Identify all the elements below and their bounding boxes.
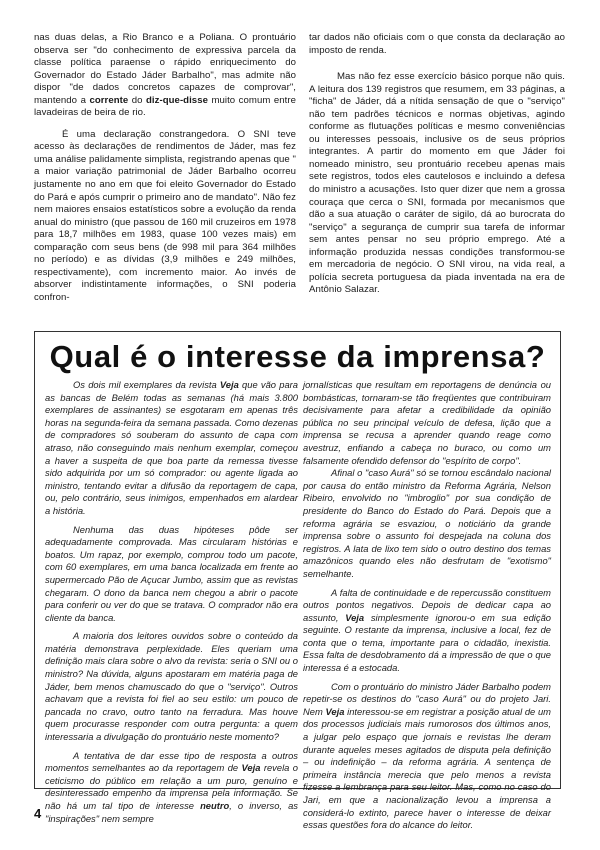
paragraph-text: revela o ceticismo do público em relação a um puro, genuíno e desinteressado empenho da imprensa pela informação. Se não há um tal tipo de interesse — [45, 762, 298, 811]
paragraph-text: do — [128, 94, 147, 106]
box-title: Qual é o interesse da imprensa? — [49, 339, 546, 374]
sidebar-box — [34, 331, 561, 831]
article-paragraph: É uma declaração constrangedora. O SNI teve acesso às declarações de rendimentos de Jáder, mas fez uma análise palidamente simplista, registrando apenas que " a maior variação patrimonial de Jáder Barbalho ocorreu justamente no ano em que foi eleito Governador do Estado do Pará e após cumprir o primeiro ano de mandato". Não fez nem maiores ensaios estatísticos sobre a evolução da renda anual do ministro (que passou de 160 mil cruzeiros em 1978 para 18,7 milhões em 1983, quase 100 vezes mais) em comparação com seus bens (de 998 mil para 364 milhões no período) e as dívidas (3,9 milhões e 249 milhões, respectivamente), com incremento maior. Ao invés de absorver indistintamente informações, o SNI poderia confron- — [34, 128, 296, 303]
bold-term: Veja — [241, 762, 261, 774]
paragraph-text: que vão para as bancas de Belém todas as semanas (há mais 3.800 exemplares de assinantes) se esgotaram em apenas três horas na segunda-feira da semana passada. Como dezenas de compradores só souberam do assunto de capa com atraso, não conseguindo mais nenhum exemplar, começou a haver a suspeita de que boa parte da remessa tivesse sido adquirida por um só comprador: ou agente ligada ao ministro, tentando evitar a difusão da reportagem de capa, ou, pelo contrário, seus inimigos, empenhados em alardear a história. — [45, 379, 298, 516]
article-paragraph — [34, 32, 296, 120]
bold-term: neutro — [200, 800, 230, 811]
paragraph-text: simplesmente ignorou-o em sua edição seguinte. O restante da imprensa, inclusive a local, fez de conta que o tema, importante para o cidadão, inexistia. Essa falta de desdobramento dá a impressão de que o que interessa é a estocada. — [303, 611, 552, 674]
box-column-right — [303, 379, 551, 832]
box-paragraph: Afinal o "caso Aurá" só se tornou escândalo nacional por causa do então ministro da Reforma Agrária, Nelson Ribeiro, envolvido no "imbroglio" por sua condição de presidente do Banco do Estado do Pará. Depois que a reforma agrária se esvaziou, o noticiário da grande imprensa sobre o assunto foi despejada na coluna dos registros. A lata de lixo tem sido o outro destino dos temas amazônicos quando eles não desfrutam de "exotismo" semelhante. — [303, 467, 551, 579]
box-paragraph — [45, 379, 298, 518]
paragraph-text: interessou-se em registrar a posição atual de um dos processos judiciais mais rumorosos dos últimos anos, a julgar pelo espaço que jornais e revistas lhe deram durante aqueles meses agitados de disputa pela definição – ou indefinição – da reforma agrária. A sentença de primeira instância merecia que pelo menos a revista fizesse a lembrança para seu leitor. Mas, como no caso do Jari, em que a nacionalização levou a imprensa a considerá-lo extinto, parece haver o interesse de deixar essas questões fora do alcance do leitor. — [303, 705, 551, 831]
paragraph-text: A tentativa de dar esse tipo de resposta a outros momentos semelhantes ao da reportagem de — [45, 749, 298, 774]
box-column-left — [45, 379, 298, 825]
box-paragraph — [303, 587, 551, 675]
bold-term: Veja — [325, 705, 345, 717]
box-paragraph: A maioria dos leitores ouvidos sobre o conteúdo da matéria demonstrava perplexidade. Eles queriam uma definição mais clara sobre o alvo da revista: seria o SNI ou o ministro? Na dúvida, alguns apostaram em matéria paga de Jáder, bem menos chamuscado do que o "serviço". Outros achavam que a revista foi fiel ao seu estilo: um pouco de pancada no cravo, outro tanto na ferradura. Mas houve quem procurasse responder com outra pergunta: a quem interessaria a divulgação do prontuário neste momento? — [45, 630, 298, 743]
box-paragraph — [303, 681, 551, 832]
box-paragraph: jornalísticas que resultam em reportagens de denúncia ou bombásticas, tornaram-se tão freqüentes que contribuiram decisivamente para afetar a credibilidade da opinião pública no seu principal veículo de defesa, lição que a imprensa se recusa a aprender quando reage como avestruz, enfiando a cabeça no buraco, ou como um falsamente ofendido defensor do "espírito de corpo". — [303, 379, 551, 466]
bold-term: Veja — [345, 611, 365, 623]
paragraph-text: A falta de continuidade e de repercussão constituem outros pontos negativos. Depois de dedicar capa ao assunto, — [303, 586, 551, 623]
paragraph-text: muito comum entre lavadeiras de beira de rio. — [34, 94, 296, 119]
paragraph-text: Com o prontuário do ministro Jáder Barbalho podem repetir-se os destinos do "caso Aurá" ou do projeto Jari. Nem — [303, 680, 551, 717]
bold-term: corrente — [89, 94, 129, 106]
article-column-left — [34, 32, 296, 304]
article-paragraph: Mas não fez esse exercício básico porque não quis. A leitura dos 139 registros que resumem, em 33 páginas, a "ficha" de Jáder, dá a nítida sensação de que o "serviço" não tem padrões técnicos e normas objetivas, agindo conforme as flutuações políticas e mesmo conveniências ou interesses pessoais, inclusive os de seus próprios integrantes. A partir do momento em que Jáder foi nomeado ministro, seu prontuário recebeu apenas mais sete registros, todos eles cautelosos e incluindo a defesa do ministro a acusações. Isto quer dizer que nem a grossa couraça que cerca o SNI, formada por mecanismos que dão a sua atuação o caráter de sigilo, dá ao burocrata do "serviço" a segurança de cumprir sua tarefa de informar sem antes pensar no seu próprio emprego. Até a informação produzida nessas condições transformou-se em mercadoria de negócio. O SNI virou, na vida real, a polícia secreta portuguesa da piada inventada na era de Antônio Salazar. — [309, 71, 565, 296]
article-paragraph: tar dados não oficiais com o que consta da declaração ao imposto de renda. — [309, 32, 565, 56]
box-paragraph: Nenhuma das duas hipóteses pôde ser adequadamente comprovada. Mas circularam histórias e boatos. Um rapaz, por exemplo, comprou todo um pacote, com 60 exemplares, em uma banca localizada em frente ao supermercado Pão de Açucar Jumbo, assim que as revistas chegaram. O dono da banca nem chegou a abrir o pacote para conferir ou ver do que se tratava. O comprador não era cliente da banca. — [45, 523, 298, 623]
article-column-right — [309, 32, 565, 297]
paragraph-text: nas duas delas, a Rio Branco e a Poliana. O prontuário observa ser "do conhecimento de expressiva parcela da classe política paraense o rápido enriquecimento do Governador do Estado Jáder Barbalho", mas admite não dispor "de dados concretos capazes de comprovar", mantendo a — [34, 32, 296, 106]
bold-term: diz-que-disse — [146, 94, 208, 106]
box-paragraph — [45, 750, 298, 826]
paragraph-text: , o inverso, as "inspirações" nem sempre — [45, 800, 298, 824]
bold-term: Veja — [219, 379, 239, 390]
page-number: 4 — [34, 806, 42, 821]
paragraph-text: Os dois mil exemplares da revista — [73, 379, 220, 390]
